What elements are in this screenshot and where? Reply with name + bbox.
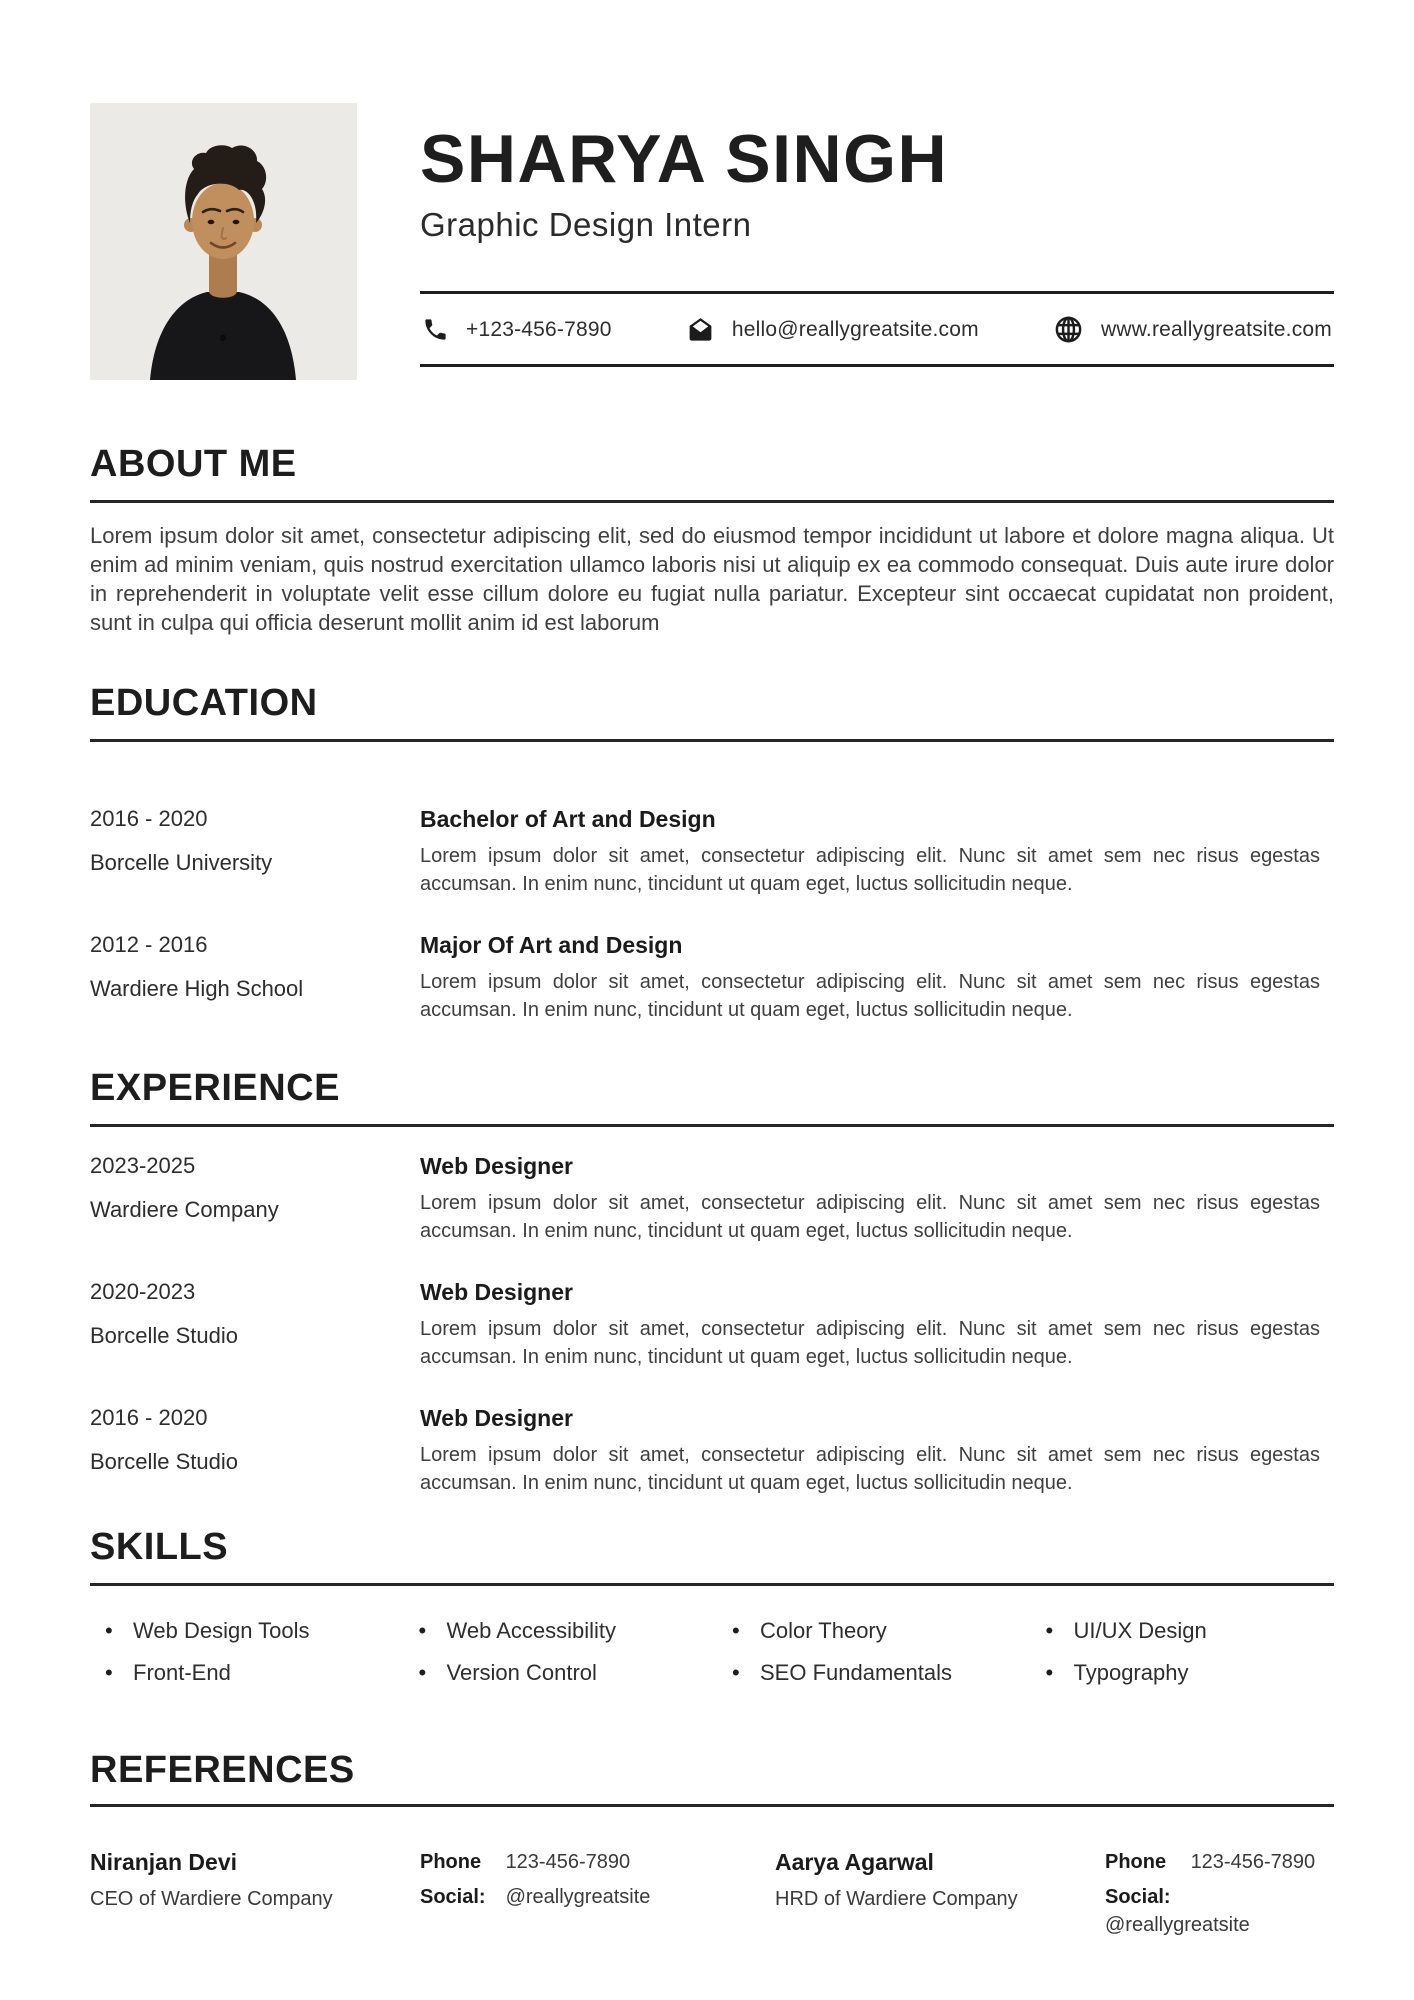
section-skills [90, 1527, 1334, 1688]
education-degree: Major Of Art and Design [420, 932, 683, 958]
reference-social-line [1105, 1883, 1334, 1939]
experience-role: Web Designer [420, 1153, 573, 1179]
header-text [420, 103, 1334, 380]
references-heading: REFERENCES [90, 1749, 355, 1791]
reference-social-line [420, 1883, 775, 1911]
education-institution: Borcelle University [90, 850, 273, 875]
section-divider [90, 500, 1334, 503]
experience-description: Lorem ipsum dolor sit amet, consectetur adipiscing elit. Nunc sit amet sem nec risus egestas accumsan. In enim nunc, tincidunt ut quam eget, luctus sollicitudin neque. [420, 1192, 1320, 1242]
experience-company: Borcelle Studio [90, 1449, 238, 1474]
experience-entry-right [420, 1151, 1334, 1245]
experience-dates: 2020-2023 [90, 1279, 196, 1304]
skill-item: • Web Accessibility [419, 1616, 708, 1646]
skills-grid [90, 1616, 1334, 1688]
social-label: Social: [420, 1886, 486, 1908]
education-entry-left [90, 930, 420, 1024]
reference-person [90, 1847, 420, 1939]
section-experience [90, 1068, 1334, 1497]
reference-title: HRD of Wardiere Company [775, 1888, 1018, 1910]
education-entry [90, 930, 1334, 1024]
experience-role: Web Designer [420, 1405, 573, 1431]
social-label: Social: [1105, 1886, 1171, 1908]
profile-photo [90, 103, 357, 380]
reference-title: CEO of Wardiere Company [90, 1888, 333, 1910]
reference-name: Niranjan Devi [90, 1849, 237, 1875]
section-divider [90, 1124, 1334, 1127]
experience-role: Web Designer [420, 1279, 573, 1305]
reference-name: Aarya Agarwal [775, 1849, 934, 1875]
education-institution: Wardiere High School [90, 976, 304, 1001]
skills-column [404, 1616, 708, 1688]
reference-person [775, 1847, 1105, 1939]
reference-phone: 123-456-7890 [1190, 1851, 1316, 1873]
education-dates: 2016 - 2020 [90, 806, 208, 831]
phone-number: +123-456-7890 [466, 317, 612, 341]
experience-company: Borcelle Studio [90, 1323, 238, 1348]
skill-item: • Typography [1046, 1658, 1335, 1688]
section-divider [90, 1804, 1334, 1807]
section-divider [90, 739, 1334, 742]
experience-heading: EXPERIENCE [90, 1067, 340, 1109]
education-description: Lorem ipsum dolor sit amet, consectetur adipiscing elit. Nunc sit amet sem nec risus egestas accumsan. In enim nunc, tincidunt ut quam eget, luctus sollicitudin neque. [420, 845, 1320, 895]
skills-column [90, 1616, 394, 1688]
phone-label: Phone [420, 1851, 482, 1873]
portrait-illustration [90, 103, 357, 380]
skills-column [1031, 1616, 1335, 1688]
contact-email[interactable] [686, 315, 979, 344]
experience-company: Wardiere Company [90, 1197, 279, 1222]
experience-description: Lorem ipsum dolor sit amet, consectetur adipiscing elit. Nunc sit amet sem nec risus egestas accumsan. In enim nunc, tincidunt ut quam eget, luctus sollicitudin neque. [420, 1318, 1320, 1368]
about-heading: ABOUT ME [90, 443, 297, 485]
experience-entry-left [90, 1403, 420, 1497]
skill-item: • Web Design Tools [105, 1616, 394, 1646]
experience-entry [90, 1277, 1334, 1371]
reference-social: @reallygreatsite [505, 1886, 651, 1908]
phone-icon [422, 316, 449, 343]
experience-entry-right [420, 1403, 1334, 1497]
person-name: SHARYA SINGH [420, 121, 949, 197]
experience-dates: 2016 - 2020 [90, 1405, 208, 1430]
section-divider [90, 1583, 1334, 1586]
contact-website[interactable] [1053, 314, 1332, 345]
contact-row [420, 294, 1334, 364]
contact-phone[interactable] [422, 316, 612, 343]
header [90, 103, 1334, 380]
skill-item: • Color Theory [732, 1616, 1021, 1646]
section-about [90, 444, 1334, 637]
experience-entry [90, 1403, 1334, 1497]
education-entry-right [420, 804, 1334, 898]
about-text: Lorem ipsum dolor sit amet, consectetur adipiscing elit, sed do eiusmod tempor incididunt ut labore et dolore magna aliqua. Ut enim ad minim veniam, quis nostrud exercitation ullamco laboris nisi ut aliquip ex ea commodo consequat. Duis aute irure dolor in reprehenderit in voluptate velit esse cillum dolore eu fugiat nulla pariatur. Excepteur sint occaecat cupidatat non proident, sunt in culpa qui officia deserunt mollit anim id est laborum [90, 523, 1334, 635]
references-grid [90, 1847, 1334, 1939]
education-entries [90, 804, 1334, 1024]
education-dates: 2012 - 2016 [90, 932, 208, 957]
experience-entry-left [90, 1277, 420, 1371]
experience-entry-right [420, 1277, 1334, 1371]
reference-social: @reallygreatsite [1105, 1914, 1250, 1936]
reference-contact [420, 1847, 775, 1939]
email-icon [686, 315, 715, 344]
reference-contact [1105, 1847, 1334, 1939]
reference-phone: 123-456-7890 [505, 1851, 631, 1873]
experience-entry [90, 1151, 1334, 1245]
skill-item: • Version Control [419, 1658, 708, 1688]
experience-description: Lorem ipsum dolor sit amet, consectetur adipiscing elit. Nunc sit amet sem nec risus egestas accumsan. In enim nunc, tincidunt ut quam eget, luctus sollicitudin neque. [420, 1444, 1320, 1494]
education-entry-left [90, 804, 420, 898]
experience-dates: 2023-2025 [90, 1153, 196, 1178]
education-entry-right [420, 930, 1334, 1024]
globe-icon [1053, 314, 1084, 345]
skill-item: • UI/UX Design [1046, 1616, 1335, 1646]
education-entry [90, 804, 1334, 898]
education-heading: EDUCATION [90, 682, 318, 724]
skill-item: • SEO Fundamentals [732, 1658, 1021, 1688]
phone-label: Phone [1105, 1851, 1167, 1873]
job-title: Graphic Design Intern [420, 206, 752, 243]
skills-column [717, 1616, 1021, 1688]
skill-item: • Front-End [105, 1658, 394, 1688]
skills-heading: SKILLS [90, 1526, 229, 1568]
section-education [90, 683, 1334, 1024]
contact-bar [420, 291, 1334, 367]
email-address: hello@reallygreatsite.com [731, 317, 979, 341]
education-description: Lorem ipsum dolor sit amet, consectetur adipiscing elit. Nunc sit amet sem nec risus egestas accumsan. In enim nunc, tincidunt ut quam eget, luctus sollicitudin neque. [420, 971, 1320, 1021]
experience-entries [90, 1151, 1334, 1497]
reference-phone-line [1105, 1847, 1334, 1877]
education-degree: Bachelor of Art and Design [420, 806, 716, 832]
reference-phone-line [420, 1847, 775, 1877]
section-references [90, 1750, 1334, 1939]
experience-entry-left [90, 1151, 420, 1245]
website-url: www.reallygreatsite.com [1100, 317, 1332, 341]
